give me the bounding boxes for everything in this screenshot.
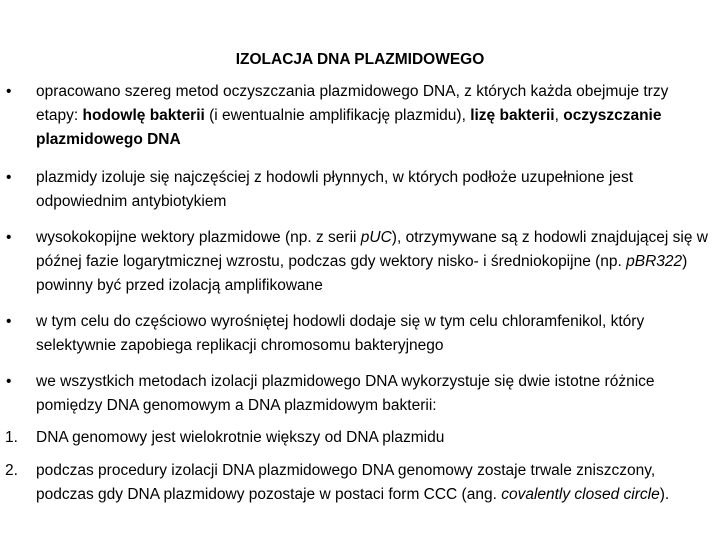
numbered-item-1 bbox=[5, 426, 711, 450]
bullet-text-seg: , bbox=[554, 107, 564, 124]
bullet-item-1 bbox=[6, 80, 711, 152]
bullet-text-seg: wysokokopijne wektory plazmidowe (np. z serii bbox=[36, 229, 361, 246]
bullet-text-seg: opracowano szereg metod oczyszczania plazmidowego DNA, z których każda obejmuje trzy etapy: bbox=[36, 83, 669, 124]
bullet-marker: • bbox=[6, 373, 12, 390]
bullet-marker: • bbox=[6, 169, 12, 186]
slide-title: IZOLACJA DNA PLAZMIDOWEGO bbox=[235, 51, 485, 68]
numbered-text-seg: ). bbox=[659, 486, 670, 503]
number-marker: 2. bbox=[5, 462, 18, 479]
bullet-text-italic: pBR322 bbox=[626, 253, 683, 270]
bullet-text-seg: ), otrzymywane są z hodowli znajdującej się w późnej fazie logarytmicznej wzrostu, podczas gdy wektory nisko- i średniokopijne (np. bbox=[36, 229, 708, 270]
numbered-item-2 bbox=[5, 459, 711, 507]
bullet-text-italic: pUC bbox=[360, 229, 392, 246]
bullet-text-bold: oczyszczanie plazmidowego DNA bbox=[36, 107, 662, 148]
bullet-text-seg: (i ewentualnie amplifikację plazmidu), bbox=[204, 107, 471, 124]
numbered-text-seg: podczas procedury izolacji DNA plazmidowego DNA genomowy zostaje trwale zniszczony, podczas gdy DNA plazmidowy pozostaje w postaci form CCC (ang. bbox=[36, 462, 656, 503]
bullet-item-2 bbox=[6, 166, 711, 214]
bullet-item-3 bbox=[6, 226, 711, 298]
bullet-text-seg: w tym celu do częściowo wyrośniętej hodowli dodaje się w tym celu chloramfenikol, który selektywnie zapobiega replikacji chromosomu bakteryjnego bbox=[36, 313, 645, 354]
bullet-item-5 bbox=[6, 370, 711, 418]
bullet-marker: • bbox=[6, 229, 12, 246]
bullet-text-seg: ) powinny być przed izolacją amplifikowane bbox=[36, 253, 688, 294]
bullet-item-4 bbox=[6, 310, 711, 358]
bullet-text-bold: lizę bakterii bbox=[470, 107, 555, 124]
bullet-text-seg: plazmidy izoluje się najczęściej z hodowli płynnych, w których podłoże uzupełnione jest odpowiednim antybiotykiem bbox=[36, 169, 634, 210]
bullet-text-seg: we wszystkich metodach izolacji plazmidowego DNA wykorzystuje się dwie istotne różnice pomiędzy DNA genomowym a DNA plazmidowym bakterii: bbox=[36, 373, 655, 414]
bullet-marker: • bbox=[6, 313, 12, 330]
number-marker: 1. bbox=[5, 429, 18, 446]
bullet-marker: • bbox=[6, 83, 12, 100]
bullet-text-bold: hodowlę bakterii bbox=[82, 107, 205, 124]
numbered-text-italic: covalently closed circle bbox=[501, 486, 660, 503]
numbered-text-seg: DNA genomowy jest wielokrotnie większy od DNA plazmidu bbox=[36, 429, 445, 446]
